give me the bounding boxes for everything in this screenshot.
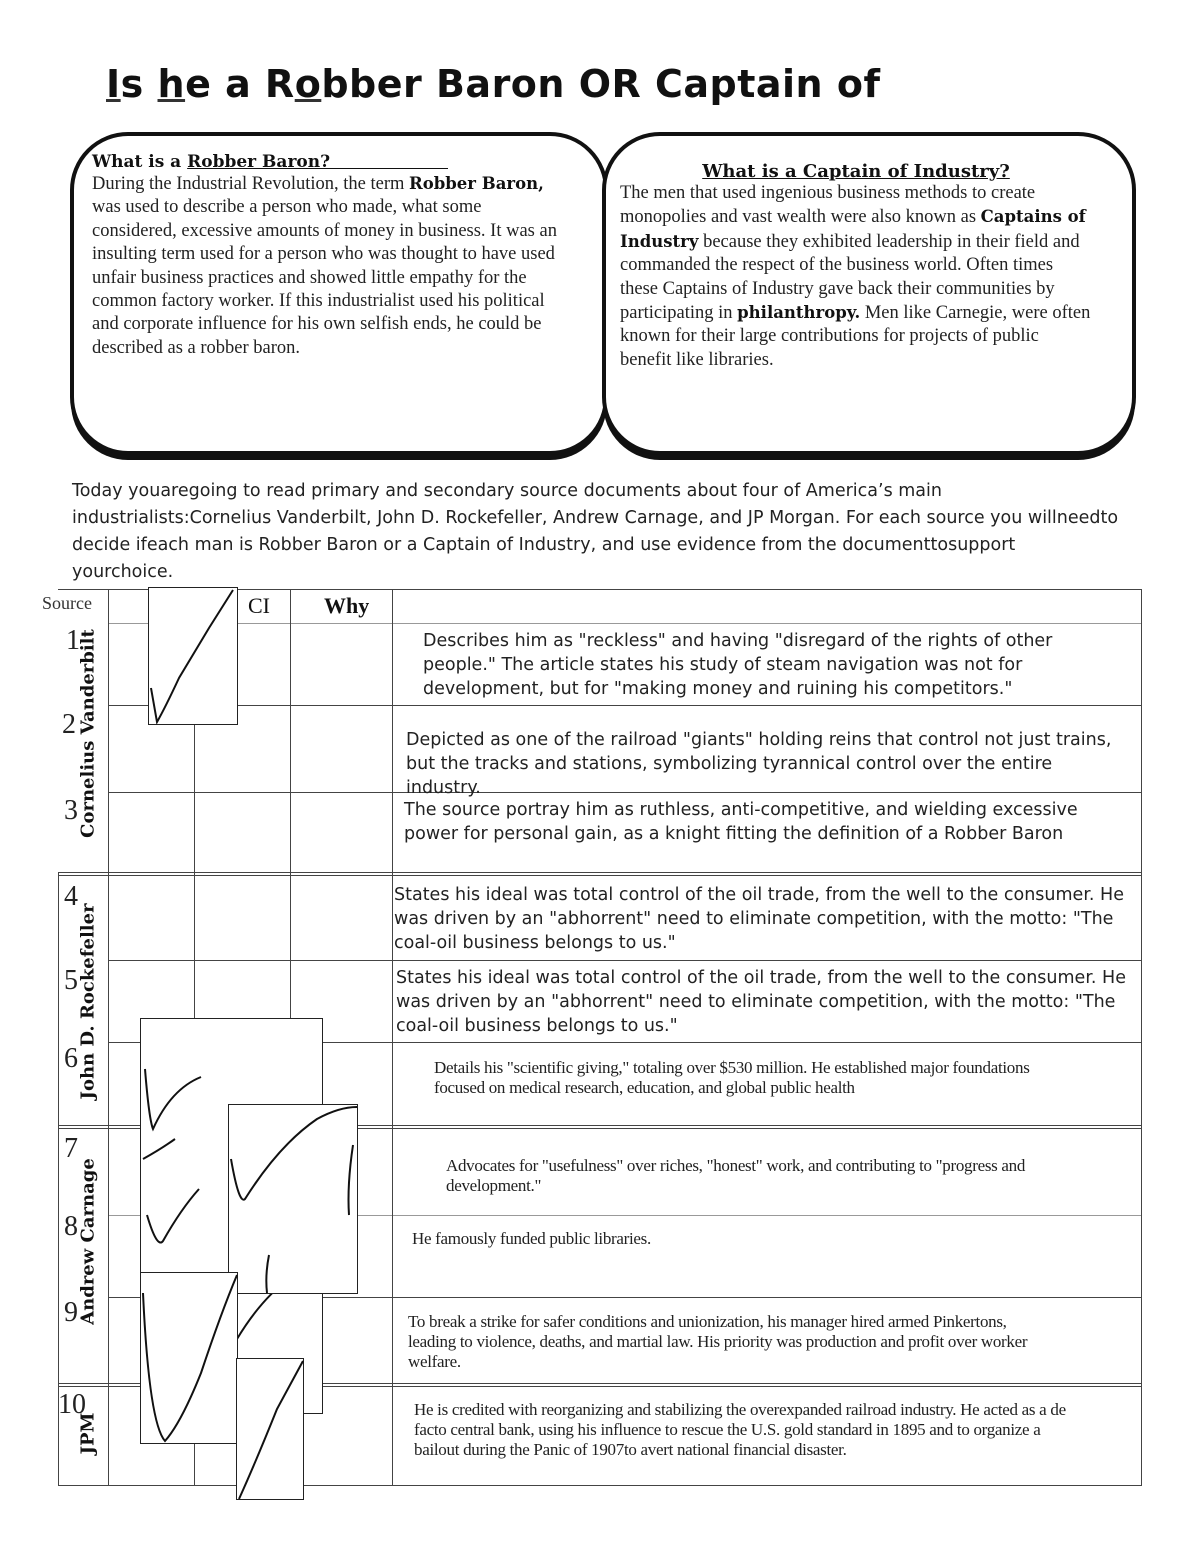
title-part: o [294, 62, 322, 106]
why-cell-9: To break a strike for safer conditions and unionization, his manager hired armed Pinkertons, leading to violence, deaths, and martial law. His priority was production and profit over worker welfare. [408, 1312, 1028, 1371]
robber-baron-heading [92, 152, 564, 172]
captain-text-3: Men like Carnegie, were often known for their large contributions for projects of public benefit like libraries. [620, 303, 1091, 370]
title-part: s [120, 62, 158, 106]
title-part: h [157, 62, 186, 106]
robber-baron-definition-box [70, 132, 608, 455]
table-border-right [1141, 589, 1142, 1486]
group-name-rockefeller: John D. Rockefeller [77, 903, 99, 1100]
title-part: e a R [185, 62, 295, 106]
heading-underline [330, 168, 448, 169]
group-name-carnage: Andrew Carnage [77, 1158, 99, 1325]
why-cell-8: He famously funded public libraries. [412, 1229, 651, 1248]
captain-definition [620, 182, 1092, 372]
scribble-mark [228, 1104, 358, 1294]
captain-text-1: The men that used ingenious business methods to create monopolies and vast wealth were also known as [620, 183, 1036, 228]
why-cell-3: The source portray him as ruthless, anti-competitive, and wielding excessive power for personal gain, as a knight fitting the definition of a Robber Baron [404, 800, 1078, 844]
row-number: 9 [64, 1297, 78, 1328]
captain-of-industry-definition-box [602, 132, 1136, 455]
column-divider [392, 589, 393, 1486]
row-divider [108, 705, 1142, 706]
captain-heading: What is a Captain of Industry? [702, 161, 1010, 182]
row-number: 3 [64, 795, 78, 826]
header-why: Why [324, 593, 370, 618]
why-cell-6: Details his "scientific giving," totaling over $530 million. He established major foundations focused on medical research, education, and global public health [434, 1058, 1030, 1097]
group-name-vanderbilt: Cornelius Vanderbilt [77, 629, 99, 838]
row-number: 8 [64, 1211, 78, 1242]
row-divider [108, 623, 1142, 624]
worksheet-title [106, 62, 880, 106]
instructions-paragraph: Today youaregoing to read primary and secondary source documents about four of America’s main industrialists:Cornelius Vanderbilt, John D. Rockefeller, Andrew Carnage, and JP Morgan. For each source you willneedto decide ifeach man is Robber Baron or a Captain of Industry, and use evidence from the documenttosupport yourchoice. [72, 481, 1119, 582]
title-part: I [106, 62, 121, 106]
row-number: 7 [64, 1133, 78, 1164]
why-cell-1: Describes him as "reckless" and having "disregard of the rights of other people." The article states his study of steam navigation was not for development, but for "making money and ruining his competitors." [423, 631, 1053, 699]
captain-term: Captains of Industry [620, 207, 1086, 251]
why-cell-2: Depicted as one of the railroad "giants" holding reins that control not just trains, but the tracks and stations, symbolizing tyrannical control over the entire industry. [406, 730, 1112, 798]
why-cell-5: States his ideal was total control of the oil trade, from the well to the consumer. He was driven by an "abhorrent" need to eliminate competition, with the motto: "The coal-oil business belongs to us." [396, 968, 1126, 1036]
group-name-jpm: JPM [77, 1412, 99, 1455]
why-cell-10: He is credited with reorganizing and stabilizing the overexpanded railroad industry. He acted as a de facto central bank, using his influence to rescue the U.S. gold standard in 1895 and to organize a bailout during the Panic of 1907to avert national financial disaster. [414, 1400, 1066, 1459]
row-divider [108, 960, 1142, 961]
header-source: Source [42, 593, 92, 613]
scribble-mark [236, 1358, 304, 1500]
row-number: 5 [64, 965, 78, 996]
robber-baron-text-1: During the Industrial Revolution, the term [92, 174, 410, 194]
robber-baron-heading-prefix: What is a [92, 152, 188, 172]
philanthropy-term: philanthropy. [737, 303, 861, 323]
row-number: 6 [64, 1043, 78, 1074]
robber-baron-definition [92, 172, 564, 360]
row-number: 2 [62, 709, 76, 740]
robber-baron-heading-term: Robber Baron? [187, 152, 331, 172]
scribble-mark [140, 1272, 238, 1444]
captain-text-2: because they exhibited leadership in their field and commanded the respect of the business world. Often times these Captains of Industry gave back their communities by participating in [620, 231, 1080, 324]
why-cell-4: States his ideal was total control of the oil trade, from the well to the consumer. He was driven by an "abhorrent" need to eliminate competition, with the motto: "The coal-oil business belongs to us." [394, 885, 1124, 953]
why-cell-7: Advocates for "usefulness" over riches, "honest" work, and contributing to "progress and development." [446, 1156, 1026, 1195]
title-part: bber Baron OR Captain of [321, 62, 881, 106]
row-number: 10 [58, 1389, 86, 1420]
robber-baron-term: Robber Baron, [409, 174, 544, 193]
row-number: 4 [64, 881, 78, 912]
scribble-mark [148, 587, 238, 725]
robber-baron-text-2: was used to describe a person who made, what some considered, excessive amounts of money in business. It was an insulting term used for a person who was thought to have used unfair business practices and showed little empathy for the common factory worker. If this industrialist used his political and corporate influence for his own selfish ends, he could be described as a robber baron. [92, 197, 557, 358]
header-ci: CI [248, 593, 270, 618]
group-divider [58, 872, 1142, 876]
table-border-bottom [58, 1485, 1142, 1486]
row-number: 1 [66, 625, 80, 656]
column-divider [108, 589, 109, 1486]
